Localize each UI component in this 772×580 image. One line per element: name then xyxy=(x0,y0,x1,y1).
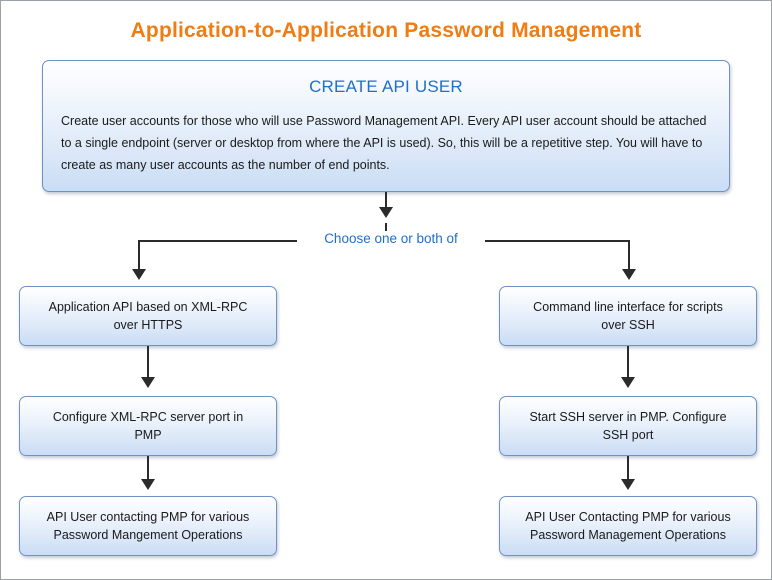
left-step-3-line1: API User contacting PMP for various xyxy=(46,509,250,524)
arrowhead-right-branch xyxy=(622,269,636,280)
right-step-1-line2: over SSH xyxy=(601,318,655,332)
left-step-1-line2: over HTTPS xyxy=(113,318,183,332)
right-step-1-box xyxy=(499,286,757,346)
right-step-3-line2: Password Management Operations xyxy=(530,528,726,542)
arrowhead-main xyxy=(379,207,393,218)
right-step-3-line1: API User Contacting PMP for various xyxy=(525,509,731,524)
create-api-user-body: Create user accounts for those who will use Password Management API. Every API user account should be attached to a single endpoint (server or desktop from where the API is used). So, this will be a repetitive step. You will have to create as many user accounts as the number of end points. xyxy=(61,114,707,172)
connector-right-1-2 xyxy=(627,346,629,379)
connector-left-1-2 xyxy=(147,346,149,379)
left-step-2-line2: PMP xyxy=(134,428,162,442)
left-step-1-box xyxy=(19,286,277,346)
left-step-2-box xyxy=(19,396,277,456)
page-title: Application-to-Application Password Management xyxy=(130,19,642,42)
arrowhead-left-1-2 xyxy=(141,377,155,388)
connector-left-2-3 xyxy=(147,456,149,481)
arrowhead-left-2-3 xyxy=(141,479,155,490)
right-step-2-line1: Start SSH server in PMP. Configure xyxy=(529,409,727,424)
connector-vertical-right xyxy=(628,240,630,272)
create-api-user-box xyxy=(42,60,730,192)
connector-vertical-left xyxy=(138,240,140,272)
left-step-1-line1: Application API based on XML-RPC xyxy=(48,299,248,314)
left-step-2-line1: Configure XML-RPC server port in xyxy=(52,409,244,424)
left-step-3-box xyxy=(19,496,277,556)
create-api-user-heading: CREATE API USER xyxy=(309,77,463,96)
choose-one-or-both-label: Choose one or both of xyxy=(297,231,485,246)
left-step-3-line2: Password Mangement Operations xyxy=(53,528,243,542)
connector-right-2-3 xyxy=(627,456,629,481)
right-step-2-line2: SSH port xyxy=(602,428,654,442)
right-step-2-box xyxy=(499,396,757,456)
right-step-3-box xyxy=(499,496,757,556)
right-step-1-line1: Command line interface for scripts xyxy=(533,299,723,314)
arrowhead-right-2-3 xyxy=(621,479,635,490)
arrowhead-left-branch xyxy=(132,269,146,280)
arrowhead-right-1-2 xyxy=(621,377,635,388)
